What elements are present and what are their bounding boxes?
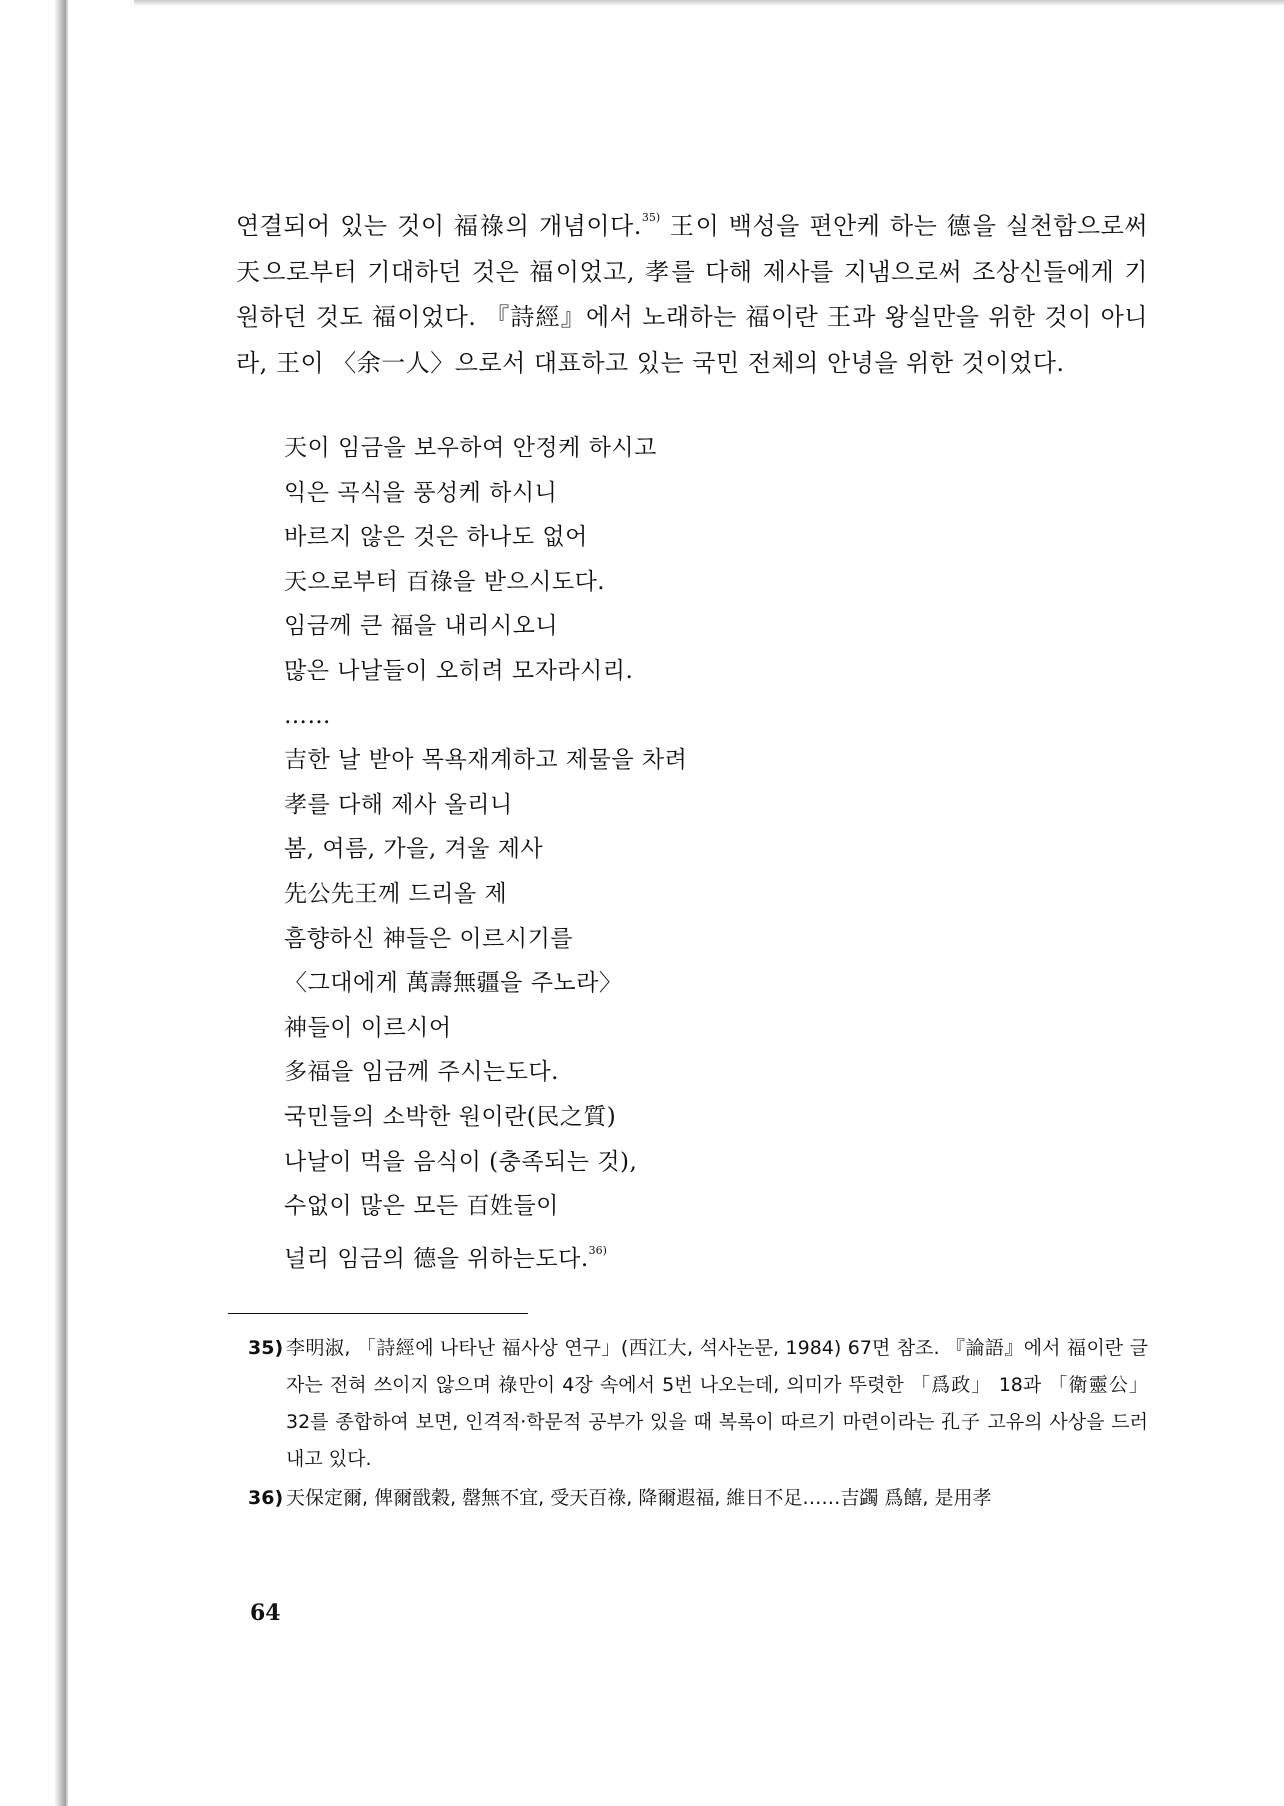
page-number: 64 bbox=[250, 1600, 281, 1626]
footnote-ref-35[interactable]: 35) bbox=[641, 211, 661, 224]
poem-line: 국민들의 소박한 원이란(民之質) bbox=[284, 1103, 617, 1130]
poem-line: 多福을 임금께 주시는도다. bbox=[284, 1059, 559, 1086]
poem-line: 임금께 큰 福을 내리시오니 bbox=[284, 613, 559, 640]
poem-line: 天으로부터 百祿을 받으시도다. bbox=[284, 568, 606, 595]
page-content bbox=[236, 195, 1148, 1519]
footnote-text: 天保定爾, 俾爾戩穀, 罄無不宜, 受天百祿, 降爾遐福, 維日不足……吉蠲 爲饎, 是用孝 bbox=[286, 1487, 992, 1510]
poem-line: 孝를 다해 제사 올리니 bbox=[284, 791, 513, 818]
poem-quotation bbox=[284, 426, 1148, 1281]
footnote-text: 李明淑, 「詩經에 나타난 福사상 연구」(西江大, 석사논문, 1984) 67면 참조. 『論語』에서 福이란 글자는 전혀 쓰이지 않으며 祿만이 4장 속에서 5번 나오는데, 의미가 뚜렷한 「爲政」 18과 「衛靈公」 32를 종합하여 보면, 인격적·학문적 공부가 있을 때 복록이 따르기 마련이라는 孔子 고유의 사상을 드러내고 있다. bbox=[286, 1337, 1148, 1471]
footnote-number: 35) bbox=[248, 1337, 284, 1360]
poem-line: 바르지 않은 것은 하나도 없어 bbox=[284, 524, 588, 551]
poem-line-text: 널리 임금의 德을 위하는도다. bbox=[284, 1245, 589, 1272]
paragraph-text-start: 연결되어 있는 것이 福祿의 개념이다. bbox=[236, 212, 642, 240]
poem-line: 天이 임금을 보우하여 안정케 하시고 bbox=[284, 435, 657, 461]
footnote-36 bbox=[248, 1480, 1148, 1517]
poem-line: 先公先王께 드리올 제 bbox=[284, 880, 508, 907]
footnotes bbox=[248, 1330, 1148, 1517]
footnote-number: 36) bbox=[248, 1487, 284, 1510]
footnote-divider bbox=[228, 1313, 528, 1314]
footnote-35 bbox=[248, 1330, 1148, 1478]
poem-line: 흠향하신 神들은 이르시기를 bbox=[284, 925, 574, 952]
paragraph-text-end: 王이 백성을 편안케 하는 德을 실천함으로써 天으로부터 기대하던 것은 福이었고, 孝를 다해 제사를 지냄으로써 조상신들에게 기원하던 것도 福이었다. 『詩經』에서 노래하는 福이란 王과 왕실만을 위한 것이 아니라, 王이 〈余一人〉으로서 대표하고 있는 국민 전체의 안녕을 위한 것이었다. bbox=[236, 212, 1148, 377]
poem-last-line bbox=[284, 1229, 1148, 1282]
poem-line: 수없이 많은 모든 百姓들이 bbox=[284, 1193, 559, 1220]
poem-line: 나날이 먹을 음식이 (충족되는 것), bbox=[284, 1148, 638, 1175]
poem-line: 익은 곡식을 풍성케 하시니 bbox=[284, 479, 558, 506]
poem-line: 많은 나날들이 오히려 모자라시리. bbox=[284, 657, 634, 684]
poem-line: 봄, 여름, 가을, 겨울 제사 bbox=[284, 836, 544, 863]
poem-line: 吉한 날 받아 목욕재계하고 제물을 차려 bbox=[284, 747, 688, 774]
page-top-shadow bbox=[134, 0, 1284, 6]
poem-line: 〈그대에게 萬壽無疆을 주노라〉 bbox=[284, 970, 623, 997]
poem-line: 神들이 이르시어 bbox=[284, 1014, 452, 1041]
body-paragraph bbox=[236, 195, 1148, 386]
footnote-ref-36[interactable]: 36) bbox=[588, 1243, 607, 1257]
poem-ellipsis: …… bbox=[284, 702, 331, 729]
